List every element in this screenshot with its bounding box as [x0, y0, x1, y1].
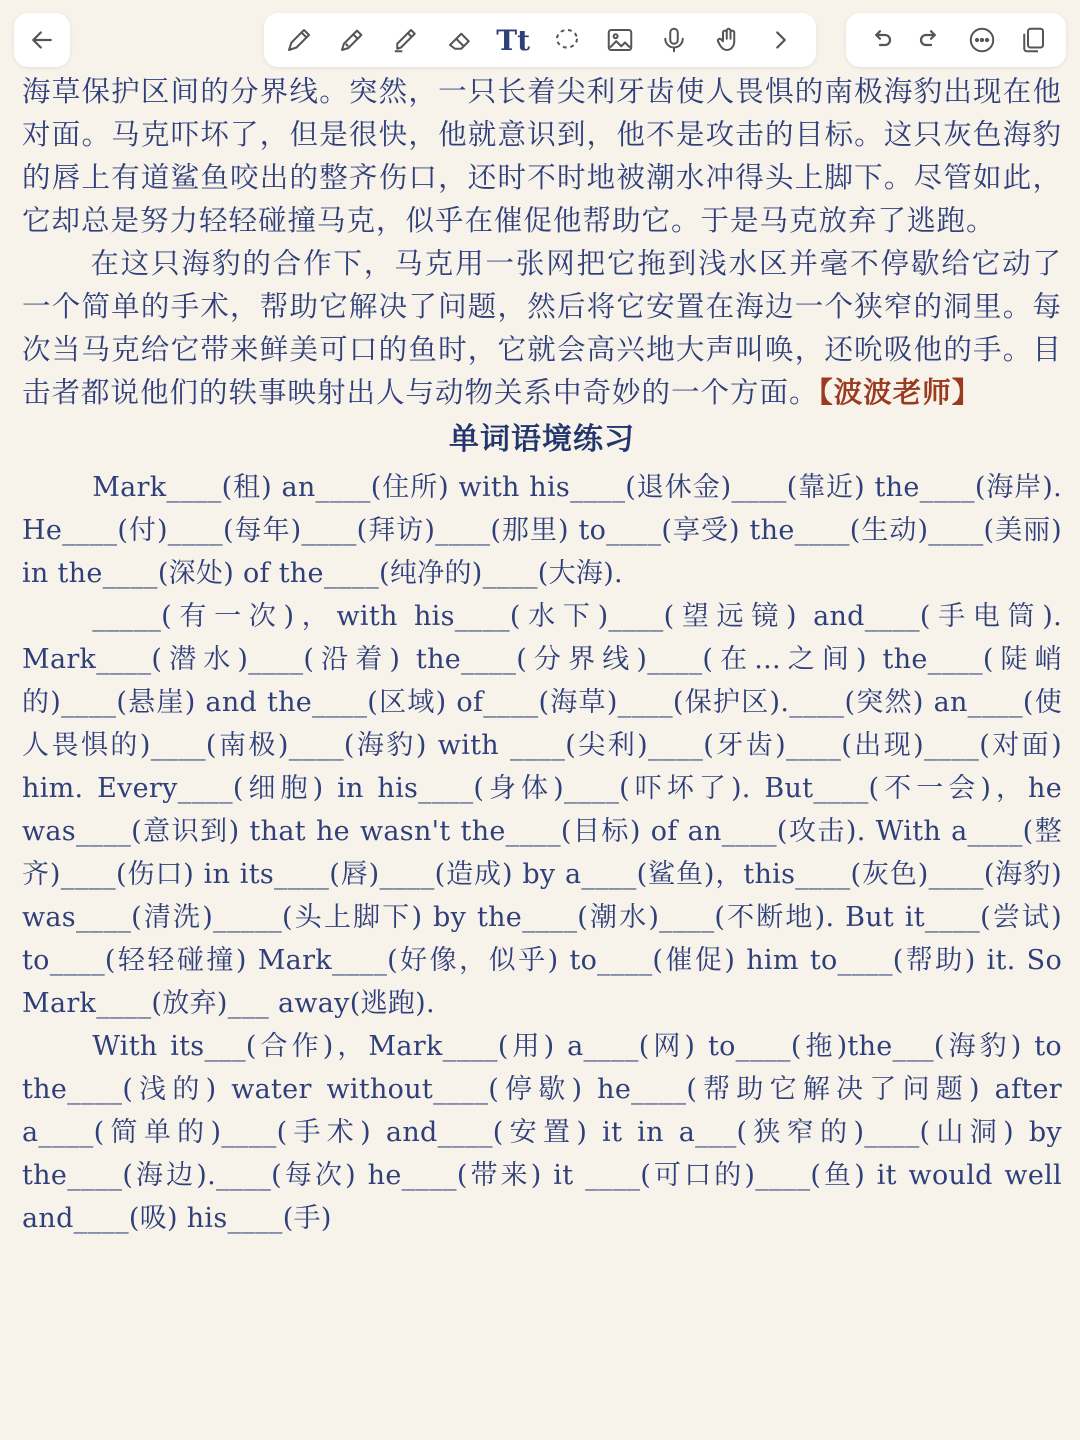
- exercise-title: 单词语境练习: [449, 422, 635, 457]
- toolbar: [0, 0, 1080, 80]
- undo-icon[interactable]: [860, 20, 900, 60]
- story-paragraph-2: [22, 242, 1062, 414]
- arrow-left-icon: [22, 20, 62, 60]
- more-icon[interactable]: [962, 20, 1002, 60]
- exercise-paragraph-3: With its___(合作)，Mark____(用) a____(网) to____(拖)the___(海豹) to the____(浅的) water without____(停歇) he____(帮助它解决了问题) after a____(简单的)____(手术) and____(安置) it in a___(狭窄的)____(山洞) by the____(海边).____(每次) he____(带来) it ____(可口的)____(鱼) it would well and____(吸) his____(手): [22, 1031, 1062, 1234]
- back-button[interactable]: [14, 13, 70, 67]
- text-tool-icon[interactable]: [493, 20, 533, 60]
- note-page: [22, 70, 1062, 1440]
- exercise-paragraph-2: _____(有一次)，with his____(水下)____(望远镜) and____(手电筒). Mark____(潜水)____(沿着) the____(分界线)____(在...之间) the____(陡峭的)____(悬崖) and the____(区域) of____(海草)____(保护区).____(突然) an____(使人畏惧的)____(南极)____(海豹) with ____(尖利)____(牙齿)____(出现)____(对面) him. Every____(细胞) in his____(身体)____(吓坏了). But____(不一会)，he was____(意识到) that he wasn't the____(目标) of an____(攻击). With a____(整齐)____(伤口) in its____(唇)____(造成) by a____(鲨鱼)，this____(灰色)____(海豹) was____(清洗)_____(头上脚下) by the____(潮水)____(不断地). But it____(尝试) to____(轻轻碰撞) Mark____(好像，似乎) to____(催促) him to____(帮助) it. So Mark____(放弃)___ away(逃跑).: [22, 601, 1062, 1019]
- exercise-paragraph-1: Mark____(租) an____(住所) with his____(退休金)____(靠近) the____(海岸). He____(付)____(每年)____(拜访)____(那里) to____(享受) the____(生动)____(美丽) in the____(深处) of the____(纯净的)____(大海).: [22, 472, 1062, 589]
- microphone-icon[interactable]: [654, 20, 694, 60]
- eraser-icon[interactable]: [440, 20, 480, 60]
- image-icon[interactable]: [600, 20, 640, 60]
- exercise-body: [22, 466, 1062, 1240]
- story-paragraph-2-text: 在这只海豹的合作下，马克用一张网把它拖到浅水区并毫不停歇给它动了一个简单的手术，帮助它解决了问题，然后将它安置在海边一个狭窄的洞里。每次当马克给它带来鲜美可口的鱼时，它就会高兴地大声叫唤，还吮吸他的手。目击者都说他们的轶事映射出人与动物关系中奇妙的一个方面。: [22, 247, 1062, 409]
- pages-icon[interactable]: [1013, 20, 1053, 60]
- highlighter-icon[interactable]: [386, 20, 426, 60]
- tool-palette: [264, 13, 816, 67]
- redo-icon[interactable]: [911, 20, 951, 60]
- text-tool-label: Tt: [496, 23, 531, 57]
- chevron-right-icon[interactable]: [761, 20, 801, 60]
- lasso-icon[interactable]: [547, 20, 587, 60]
- pen-icon[interactable]: [279, 20, 319, 60]
- hand-icon[interactable]: [708, 20, 748, 60]
- action-palette: [846, 13, 1066, 67]
- author-signature: 【波波老师】: [818, 375, 982, 409]
- story-paragraph-1: 海草保护区间的分界线。突然，一只长着尖利牙齿使人畏惧的南极海豹出现在他对面。马克吓坏了，但是很快，他就意识到，他不是攻击的目标。这只灰色海豹的唇上有道鲨鱼咬出的整齐伤口，还时不时地被潮水冲得头上脚下。尽管如此，它却总是努力轻轻碰撞马克，似乎在催促他帮助它。于是马克放弃了逃跑。: [22, 75, 1062, 237]
- pencil-icon[interactable]: [332, 20, 372, 60]
